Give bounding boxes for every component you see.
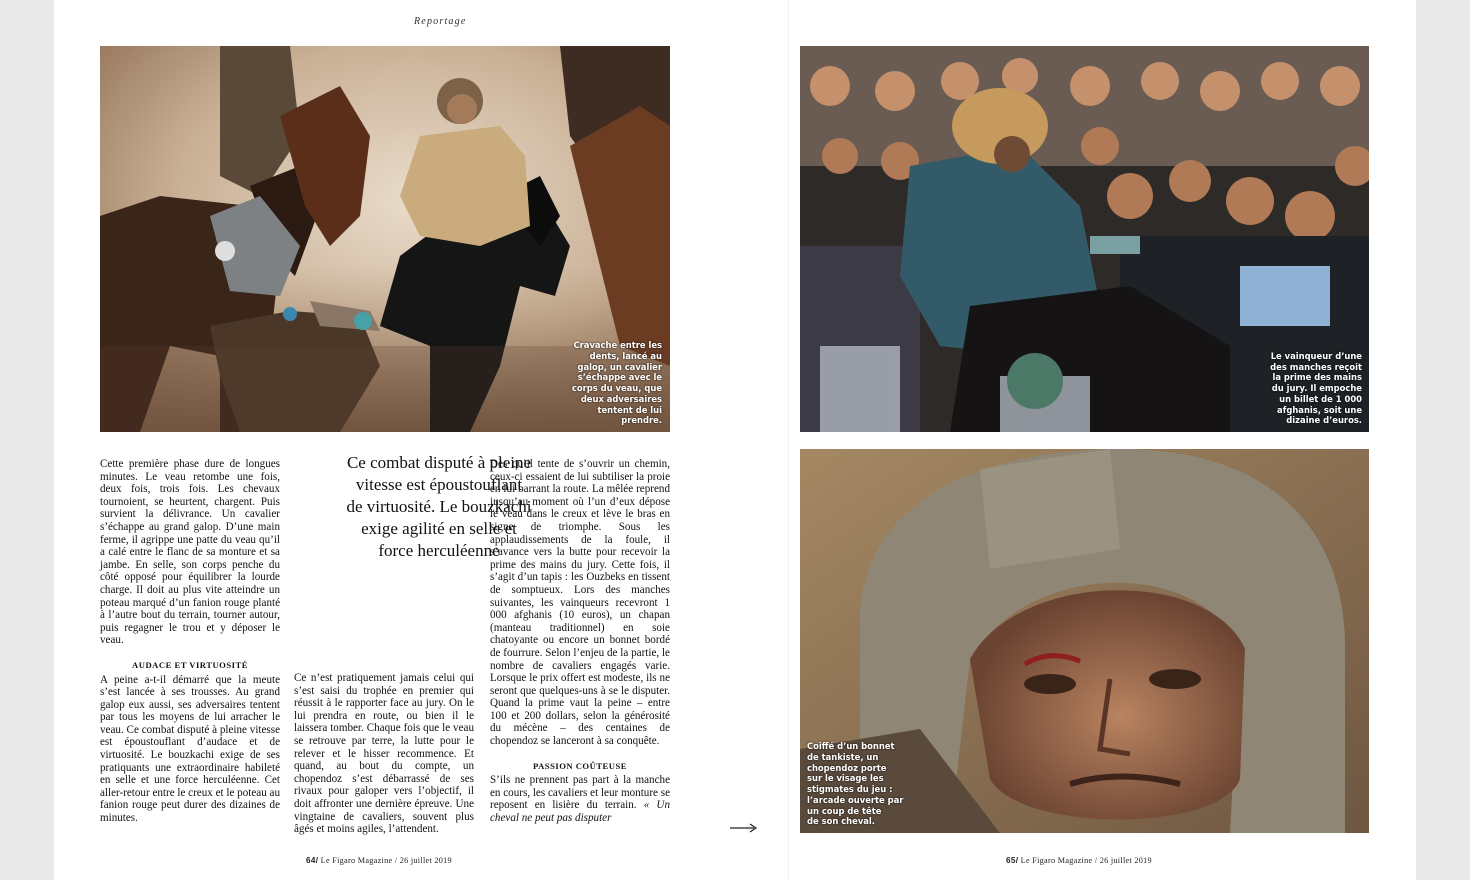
magazine-spread [54, 0, 1416, 880]
caption-line: de tankiste, un [807, 752, 879, 763]
caption-riders [552, 340, 662, 426]
caption-portrait [807, 741, 927, 827]
subhead: PASSION COÛTEUSE [532, 760, 628, 771]
caption-line: Le vainqueur d’une [1270, 351, 1362, 362]
paragraph: A peine a-t-il démarré que la meute s’est lancée à ses trousses. Au grand galop eux aussi, ses adversaires tentent par tous les moyens de lui arracher le veau. Ce combat disputé à pleine vitesse est époustouflant d’audace et de virtuosité. Le bouzkachi exige de ses pratiquants une extraordinaire habileté en selle et une force herculéenne. Cet aller-retour entre le creux et le poteau au fanion rouge peut durer des dizaines de minutes. [100, 673, 280, 825]
caption-line: corps du veau, que [571, 383, 662, 394]
quote-start: « Un cheval ne peut pas disputer [490, 799, 670, 825]
caption-line: sur le visage les [807, 773, 884, 784]
article-column-2 [294, 672, 474, 836]
page-number: 65/ [1006, 856, 1019, 865]
article-column-1 [100, 458, 280, 825]
caption-line: des manches reçoit [1270, 361, 1362, 372]
caption-line: deux adversaires [580, 393, 662, 404]
caption-line: afghanis, soit une [1277, 404, 1362, 415]
caption-line: stigmates du jeu : [807, 784, 893, 795]
paragraph: Cette première phase dure de longues minutes. Le veau retombe une fois, deux fois, trois fois. Les chevaux tournoient, se heurtent, chargent. Puis survient la délivrance. Un cavalier s’échappe au grand galop. D’une main ferme, il agrippe une patte du veau qu’il a calé entre le flanc de sa monture et sa jambe. En selle, son corps penche du côté opposé pour équilibrer la lourde charge. Il doit au plus vite atteindre un poteau marqué d’un fanion rouge planté à l’autre bout du terrain, tourner autour, puis regagner le trou et y déposer le veau. [100, 458, 280, 647]
page-gutter [788, 0, 789, 880]
caption-line: un billet de 1 000 [1279, 393, 1362, 404]
folio-right [1006, 856, 1152, 865]
caption-line: prendre. [621, 415, 662, 426]
page-number: 64/ [306, 856, 319, 865]
paragraph: Ce n’est pratiquement jamais celui qui s’est saisi du trophée en premier qui réussit à le rapporter face au jury. On le lui prendra en route, ou bien il le laissera tomber. Chaque fois que le veau se retrouve par terre, la lutte pour le relever et le hisser recommence. Et quand, au bout du compte, un chopendoz s’est débarrassé de ses rivaux pour galoper vers l’objectif, il doit affronter une dernière épreuve. Une vingtaine de cavaliers, souvent plus âgés et moins agiles, l’attendent. [294, 672, 474, 836]
caption-line: l’arcade ouverte par [807, 794, 904, 805]
caption-line: de son cheval. [807, 816, 875, 827]
article-column-3 [490, 458, 670, 825]
caption-line: galop, un cavalier [577, 361, 662, 372]
pull-quote: Ce combat disputé à pleine vitesse est époustouflant de virtuosité. Le bouzkachi exige agilité en selle et force herculéenne [346, 453, 532, 560]
caption-line: chopendoz porte [807, 762, 887, 773]
caption-line: Coiffé d’un bonnet [807, 741, 895, 752]
photo-portrait [800, 449, 1369, 833]
folio-text: Le Figaro Magazine / 26 juillet 2019 [1018, 856, 1152, 865]
caption-line: la prime des mains [1272, 372, 1362, 383]
caption-line: dents, lancé au [589, 351, 662, 362]
caption-line: du jury. Il empoche [1271, 383, 1362, 394]
caption-crowd [1252, 351, 1362, 426]
arrow-right-icon [730, 822, 758, 834]
caption-line: un coup de tête [807, 805, 882, 816]
paragraph: Dès qu’il tente de s’ouvrir un chemin, ceux-ci essaient de lui subtiliser la proie en lui barrant la route. La mêlée reprend jusqu’au moment où l’un d’eux dépose le veau dans le creux et lève le bras en signe de triomphe. Sous les applaudissements de la foule, il s’avance vers la butte pour recevoir la prime des mains du jury. Cette fois, il s’agit d’un tapis : les Ouzbeks en tissent de somptueux. Lors des manches suivantes, les vainqueurs recevront 1 000 afghanis (10 euros), un chapan (manteau traditionnel) en soie chatoyante ou encore un bonnet bordé de fourrure. Selon l’enjeu de la partie, le nombre de cavaliers engagés varie. Lorsque le prix offert est modeste, ils ne seront que quelques-uns à se le disputer. Quand la prime vaut la peine – entre 100 et 200 dollars, selon la générosité du mécène – des centaines de chopendoz se lanceront à sa conquête. [490, 458, 670, 748]
caption-line: tentent de lui [597, 404, 662, 415]
caption-line: s’échappe avec le [577, 372, 662, 383]
folio-text: Le Figaro Magazine / 26 juillet 2019 [318, 856, 452, 865]
caption-line: Cravache entre les [573, 340, 662, 351]
caption-line: dizaine d’euros. [1286, 415, 1362, 426]
photo-crowd [800, 46, 1369, 432]
section-title: Reportage [414, 16, 467, 27]
subhead: AUDACE ET VIRTUOSITÉ [132, 659, 248, 670]
paragraph [490, 774, 670, 824]
paragraph-text: S’ils ne prennent pas part à la manche en cours, les cavaliers et leur monture se reposent en lisière du terrain. [490, 774, 670, 812]
folio-left [306, 856, 452, 865]
photo-riders [100, 46, 670, 432]
